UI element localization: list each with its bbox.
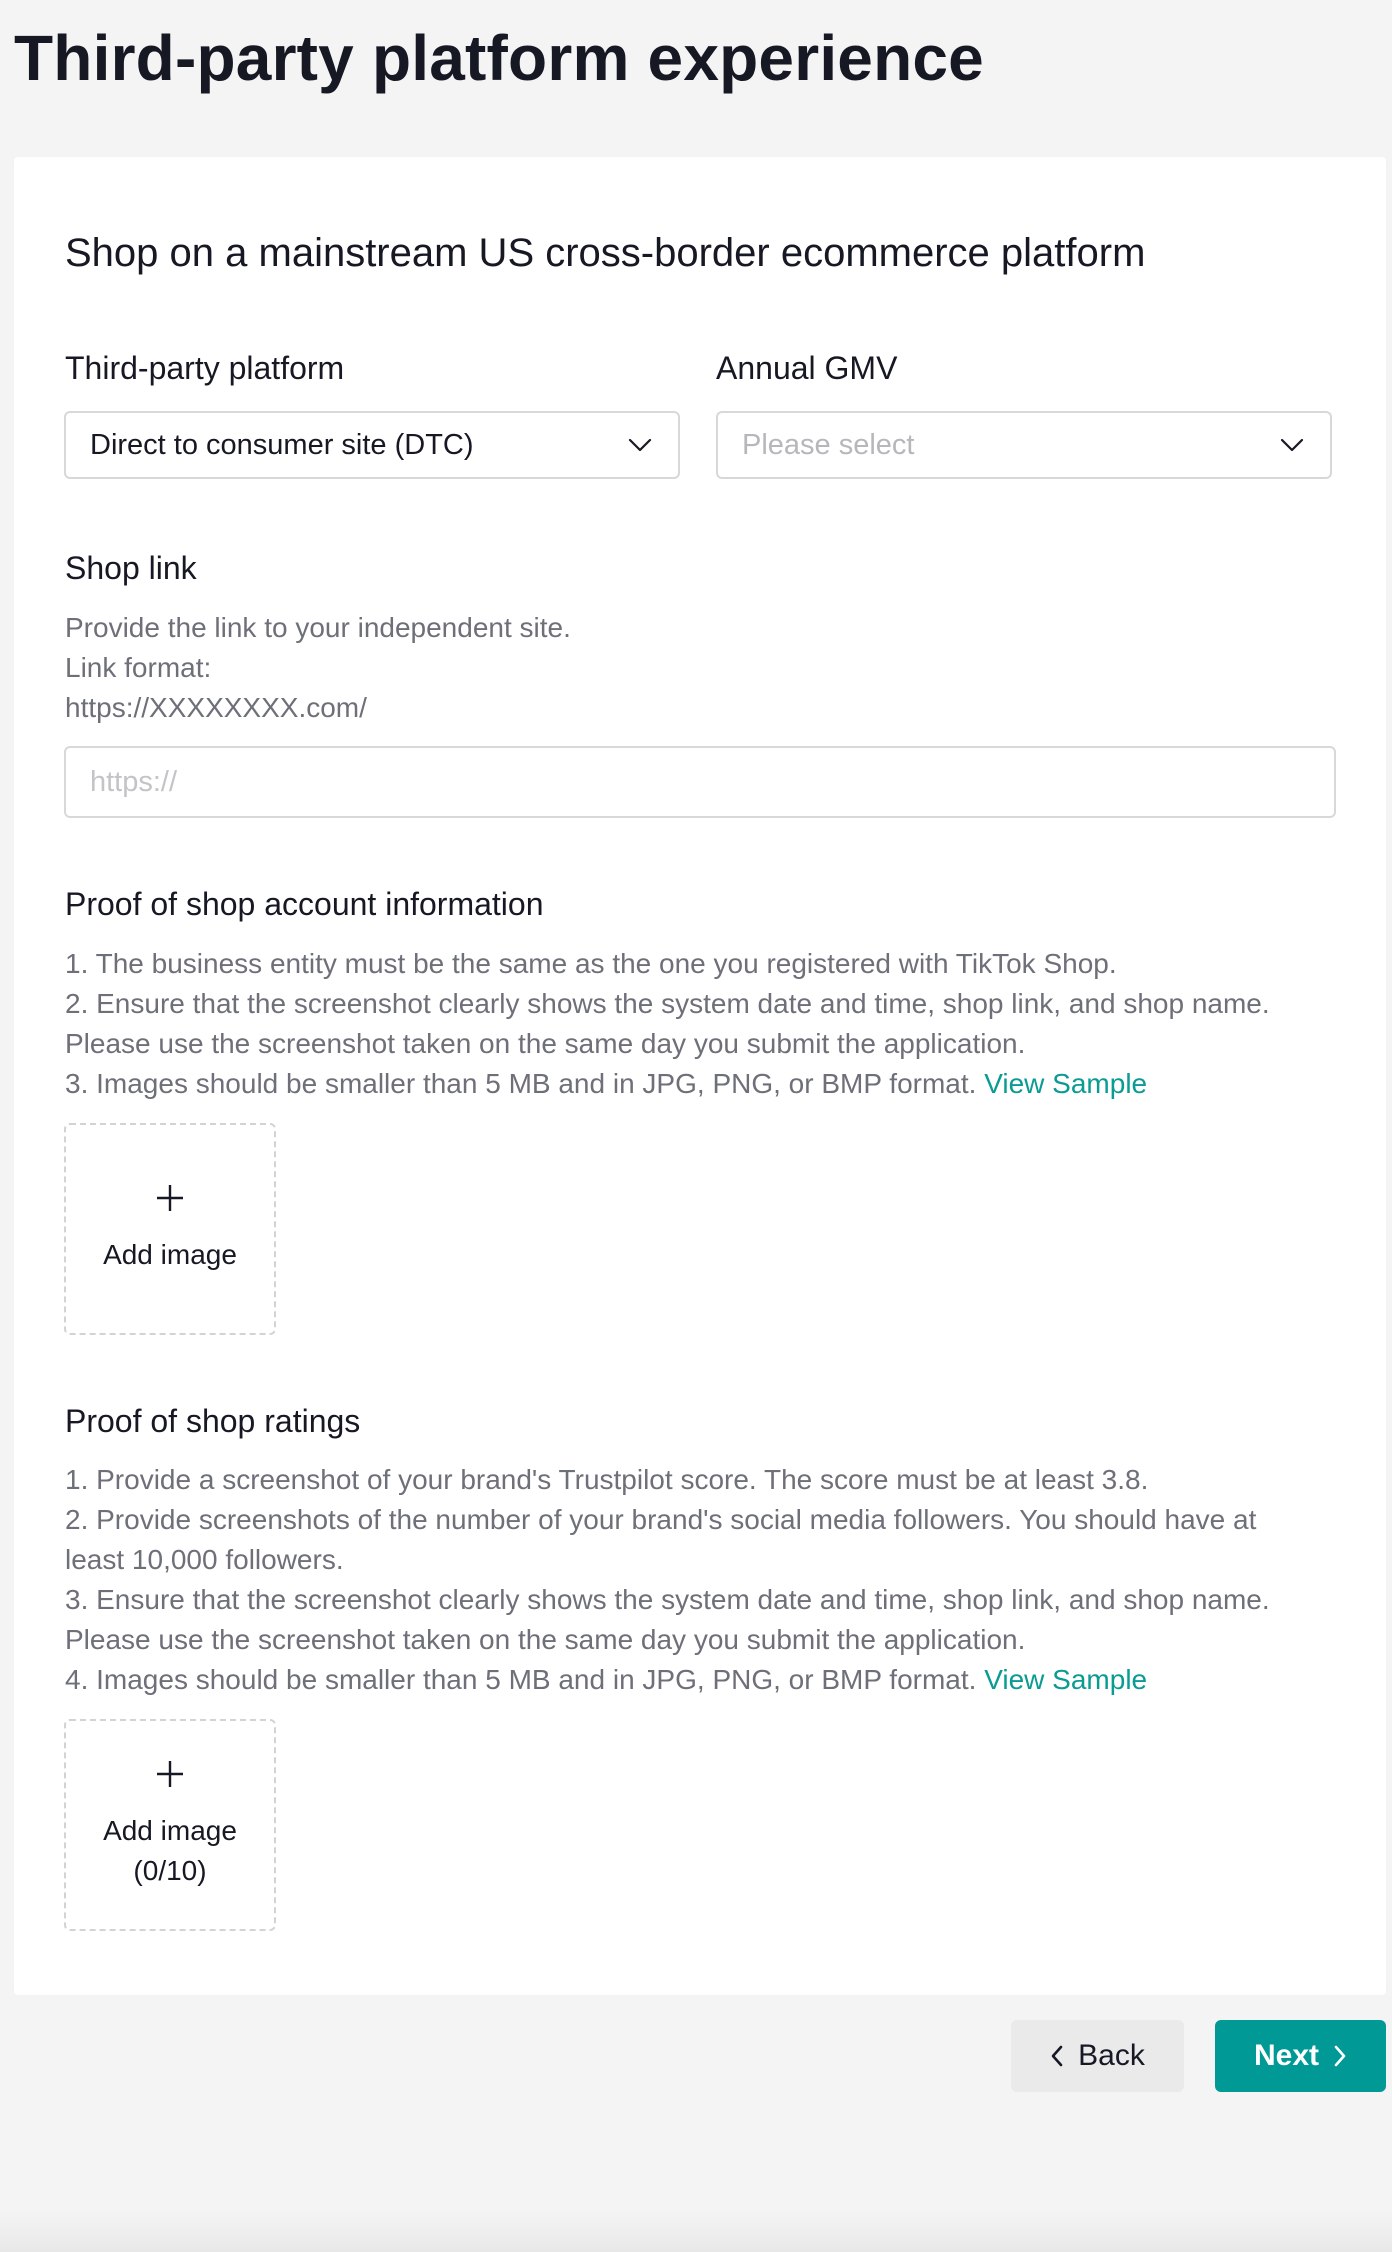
shop-link-desc-line: https://XXXXXXXX.com/ — [65, 692, 367, 723]
ratings-proof-upload[interactable] — [64, 1719, 276, 1931]
add-image-label: Add image — [103, 1815, 237, 1846]
shop-link-label: Shop link — [65, 550, 197, 586]
platform-label: Third-party platform — [65, 350, 345, 386]
view-sample-link[interactable]: View Sample — [984, 1068, 1148, 1099]
ratings-proof-line: 3. Ensure that the screenshot clearly shows the system date and time, shop link, and shop name. — [65, 1584, 1270, 1615]
shop-link-desc-line: Link format: — [65, 652, 212, 683]
back-button-label: Back — [1078, 2039, 1145, 2072]
next-button[interactable] — [1215, 2020, 1386, 2092]
gmv-label: Annual GMV — [716, 350, 898, 386]
plus-icon — [155, 1759, 185, 1789]
platform-select[interactable] — [64, 411, 680, 479]
upload-count: (0/10) — [133, 1855, 207, 1886]
account-proof-line-text: 3. Images should be smaller than 5 MB and in JPG, PNG, or BMP format. — [65, 1068, 977, 1099]
back-button[interactable] — [1011, 2020, 1184, 2092]
ratings-proof-line: least 10,000 followers. — [65, 1544, 344, 1575]
plus-icon — [155, 1183, 185, 1213]
account-proof-line: 1. The business entity must be the same as the one you registered with TikTok Shop. — [65, 948, 1117, 979]
ratings-proof-label: Proof of shop ratings — [65, 1403, 361, 1439]
ratings-proof-line: 2. Provide screenshots of the number of your brand's social media followers. You should have at — [65, 1504, 1257, 1535]
bottom-shadow — [0, 2212, 1392, 2252]
platform-select-value: Direct to consumer site (DTC) — [90, 428, 474, 461]
card-title: Shop on a mainstream US cross-border ecommerce platform — [65, 231, 1146, 275]
chevron-left-icon — [1050, 2045, 1064, 2067]
account-proof-description — [65, 944, 1270, 1104]
chevron-down-icon — [1278, 431, 1306, 459]
shop-link-desc-line: Provide the link to your independent site. — [65, 612, 571, 643]
page-title: Third-party platform experience — [14, 22, 984, 94]
form-card — [14, 157, 1386, 1995]
ratings-proof-line: Please use the screenshot taken on the same day you submit the application. — [65, 1624, 1026, 1655]
shop-link-input[interactable] — [64, 746, 1336, 818]
next-button-label: Next — [1253, 2039, 1320, 2072]
view-sample-link[interactable]: View Sample — [984, 1664, 1148, 1695]
gmv-select-placeholder: Please select — [742, 428, 915, 461]
account-proof-upload[interactable] — [64, 1123, 276, 1335]
shop-link-description — [65, 608, 571, 728]
account-proof-line: 2. Ensure that the screenshot clearly shows the system date and time, shop link, and shop name. — [65, 988, 1270, 1019]
account-proof-label: Proof of shop account information — [65, 886, 544, 922]
ratings-proof-line: 1. Provide a screenshot of your brand's Trustpilot score. The score must be at least 3.8. — [65, 1464, 1149, 1495]
chevron-right-icon — [1333, 2045, 1347, 2067]
account-proof-line — [65, 1064, 1270, 1104]
ratings-proof-description — [65, 1460, 1270, 1700]
account-proof-line: Please use the screenshot taken on the same day you submit the application. — [65, 1028, 1026, 1059]
gmv-select[interactable] — [716, 411, 1332, 479]
ratings-proof-line — [65, 1660, 1270, 1700]
add-image-label: Add image — [103, 1239, 237, 1270]
chevron-down-icon — [626, 431, 654, 459]
ratings-proof-line-text: 4. Images should be smaller than 5 MB and in JPG, PNG, or BMP format. — [65, 1664, 977, 1695]
